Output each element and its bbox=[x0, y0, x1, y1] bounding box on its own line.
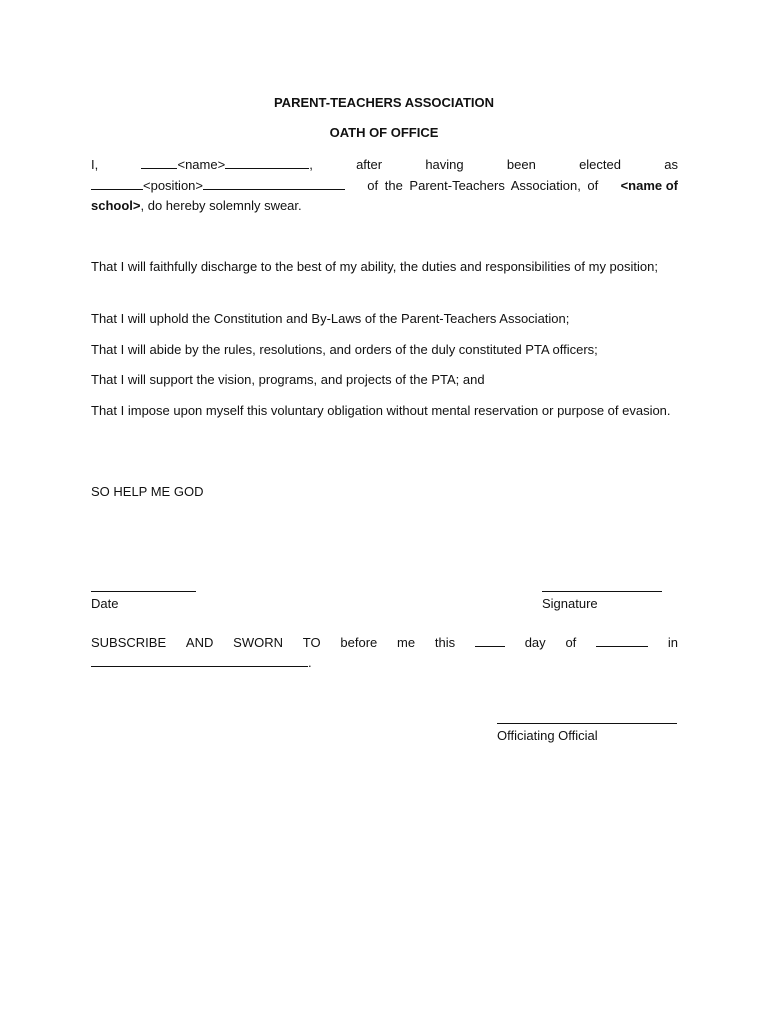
document-subtitle: OATH OF OFFICE bbox=[329, 125, 439, 140]
oath-item: That I will abide by the rules, resolutions, and orders of the duly constituted PTA officers; bbox=[91, 342, 598, 357]
word-in: in bbox=[667, 635, 678, 650]
official-label: Officiating Official bbox=[497, 728, 598, 743]
oath-item: That I impose upon myself this voluntary obligation without mental reservation or purpose of evasion. bbox=[91, 403, 671, 418]
name-comma: , bbox=[309, 157, 313, 172]
word-elected: elected bbox=[579, 157, 621, 172]
oath-item: That I will faithfully discharge to the best of my ability, the duties and responsibilities of my position; bbox=[91, 259, 658, 274]
intro-line-3 bbox=[91, 195, 678, 216]
word-this: this bbox=[434, 635, 456, 650]
date-line bbox=[91, 591, 196, 592]
place-period: . bbox=[308, 655, 312, 670]
month-blank bbox=[596, 634, 648, 647]
word-as: as bbox=[664, 157, 678, 172]
intro-line-1 bbox=[91, 156, 678, 172]
word-sworn: SWORN bbox=[233, 635, 283, 650]
oath-item: That I will uphold the Constitution and By-Laws of the Parent-Teachers Association; bbox=[91, 311, 570, 326]
word-having: having bbox=[425, 157, 464, 172]
signature-label: Signature bbox=[542, 596, 598, 611]
word-before: before bbox=[340, 635, 378, 650]
word-subscribe: SUBSCRIBE bbox=[91, 635, 167, 650]
school-placeholder-end: school> bbox=[91, 198, 141, 213]
word-and: AND bbox=[185, 635, 214, 650]
name-underline-left bbox=[141, 156, 177, 169]
subscribe-line bbox=[91, 634, 678, 650]
position-underline-left bbox=[91, 177, 143, 190]
place-blank-row bbox=[91, 654, 312, 670]
word-to: TO bbox=[302, 635, 321, 650]
word-been: been bbox=[506, 157, 536, 172]
word-of: of bbox=[565, 635, 577, 650]
date-label: Date bbox=[91, 596, 119, 611]
position-underline-right bbox=[203, 177, 345, 190]
document-title: PARENT-TEACHERS ASSOCIATION bbox=[273, 95, 495, 110]
word-day: day bbox=[524, 635, 546, 650]
official-line bbox=[497, 723, 677, 724]
name-underline-right bbox=[225, 156, 309, 169]
intro-line-2 bbox=[91, 177, 678, 193]
intro-i: I, bbox=[91, 157, 99, 172]
place-blank bbox=[91, 654, 308, 667]
word-after: after bbox=[356, 157, 383, 172]
closing-text: SO HELP ME GOD bbox=[91, 484, 204, 499]
oath-item: That I will support the vision, programs, and projects of the PTA; and bbox=[91, 372, 485, 387]
school-placeholder-start: <name of bbox=[620, 178, 678, 193]
day-blank bbox=[475, 634, 505, 647]
name-placeholder: <name> bbox=[177, 157, 226, 172]
position-blank bbox=[91, 177, 345, 193]
position-placeholder: <position> bbox=[143, 178, 203, 193]
intro-line-3-text: , do hereby solemnly swear. bbox=[140, 198, 302, 213]
intro-line-2-text: of the Parent-Teachers Association, of bbox=[367, 178, 599, 193]
signature-line bbox=[542, 591, 662, 592]
word-me: me bbox=[397, 635, 416, 650]
name-blank bbox=[141, 156, 312, 172]
